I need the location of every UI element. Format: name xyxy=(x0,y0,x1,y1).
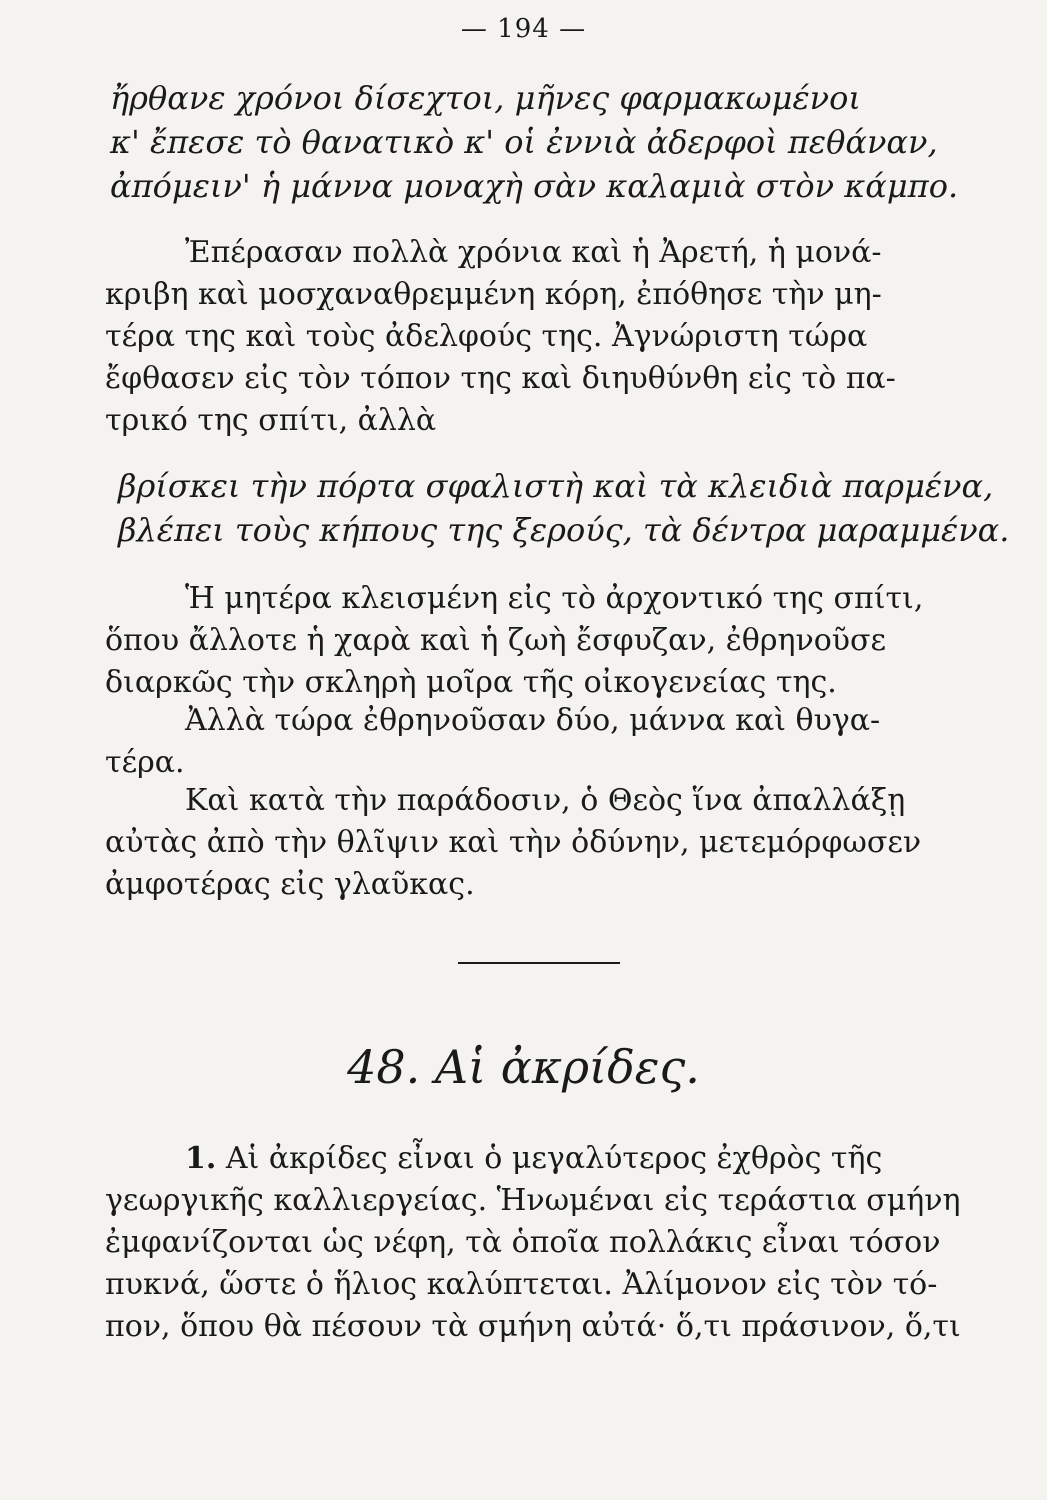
text-line: διαρκῶς τὴν σκληρὴ μοῖρα τῆς οἰκογενείας της. xyxy=(105,665,837,700)
text-line: τρικό της σπίτι, ἀλλὰ xyxy=(105,403,437,438)
paragraph-2 xyxy=(105,578,1005,704)
verse-block-1 xyxy=(110,76,1010,208)
paragraph-5 xyxy=(105,1138,1005,1348)
paragraph-number: 1. xyxy=(185,1141,217,1176)
text-line: ἐμφανίζονται ὡς νέφη, τὰ ὁποῖα πολλάκις εἶναι τόσον xyxy=(105,1225,941,1260)
text-line: πυκνά, ὥστε ὁ ἥλιος καλύπτεται. Ἀλίμονον εἰς τὸν τό- xyxy=(105,1267,938,1302)
verse-block-2 xyxy=(118,464,1018,552)
text-line: αὐτὰς ἀπὸ τὴν θλῖψιν καὶ τὴν ὀδύνην, μετεμόρφωσεν xyxy=(105,825,922,860)
text-line: ὅπου ἄλλοτε ἡ χαρὰ καὶ ἡ ζωὴ ἔσφυζαν, ἐθρηνοῦσε xyxy=(105,623,887,658)
paragraph-1 xyxy=(105,232,1005,442)
text-line-content: Αἱ ἀκρίδες εἶναι ὁ μεγαλύτερος ἐχθρὸς τῆς xyxy=(225,1141,883,1176)
text-line: γεωργικῆς καλλιεργείας. Ἡνωμέναι εἰς τεράστια σμήνη xyxy=(105,1183,961,1218)
text-line: Καὶ κατὰ τὴν παράδοσιν, ὁ Θεὸς ἵνα ἀπαλλάξῃ xyxy=(185,783,906,818)
text-line: πον, ὅπου θὰ πέσουν τὰ σμήνη αὐτά· ὅ,τι πράσινον, ὅ,τι xyxy=(105,1309,961,1344)
text-line xyxy=(105,1138,1005,1180)
chapter-number: 48. xyxy=(347,1040,421,1094)
text-line: Ἐπέρασαν πολλὰ χρόνια καὶ ἡ Ἀρετή, ἡ μονά- xyxy=(185,235,882,270)
verse-line: ἤρθανε χρόνοι δίσεχτοι, μῆνες φαρμακωμένοι xyxy=(110,79,861,117)
text-line: τέρα της καὶ τοὺς ἀδελφούς της. Ἀγνώριστη τώρα xyxy=(105,319,868,354)
text-line: Ἡ μητέρα κλεισμένη εἰς τὸ ἀρχοντικό της σπίτι, xyxy=(185,581,924,616)
page-number: — 194 — xyxy=(460,14,587,44)
section-divider xyxy=(458,962,620,964)
text-line: κριβη καὶ μοσχαναθρεμμένη κόρη, ἐπόθησε τὴν μη- xyxy=(105,277,882,312)
paragraph-3 xyxy=(105,700,1005,784)
chapter-title: Αἱ ἀκρίδες. xyxy=(434,1040,700,1094)
text-line: ἀμφοτέρας εἰς γλαῦκας. xyxy=(105,867,475,902)
verse-line: κ' ἔπεσε τὸ θανατικὸ κ' οἱ ἐννιὰ ἀδερφοὶ πεθάναν, xyxy=(110,123,938,161)
text-line: ἔφθασεν εἰς τὸν τόπον της καὶ διηυθύνθη εἰς τὸ πα- xyxy=(105,361,896,396)
chapter-heading xyxy=(0,1040,1047,1094)
verse-line: ἀπόμειν' ἡ μάννα μοναχὴ σὰν καλαμιὰ στὸν κάμπο. xyxy=(110,167,959,205)
verse-line: βλέπει τοὺς κήπους της ξερούς, τὰ δέντρα μαραμμένα. xyxy=(118,511,1010,549)
paragraph-4 xyxy=(105,780,1005,906)
verse-line: βρίσκει τὴν πόρτα σφαλιστὴ καὶ τὰ κλειδιὰ παρμένα, xyxy=(118,467,994,505)
text-line: Ἀλλὰ τώρα ἐθρηνοῦσαν δύο, μάννα καὶ θυγα- xyxy=(185,703,881,738)
text-line: τέρα. xyxy=(105,745,185,780)
